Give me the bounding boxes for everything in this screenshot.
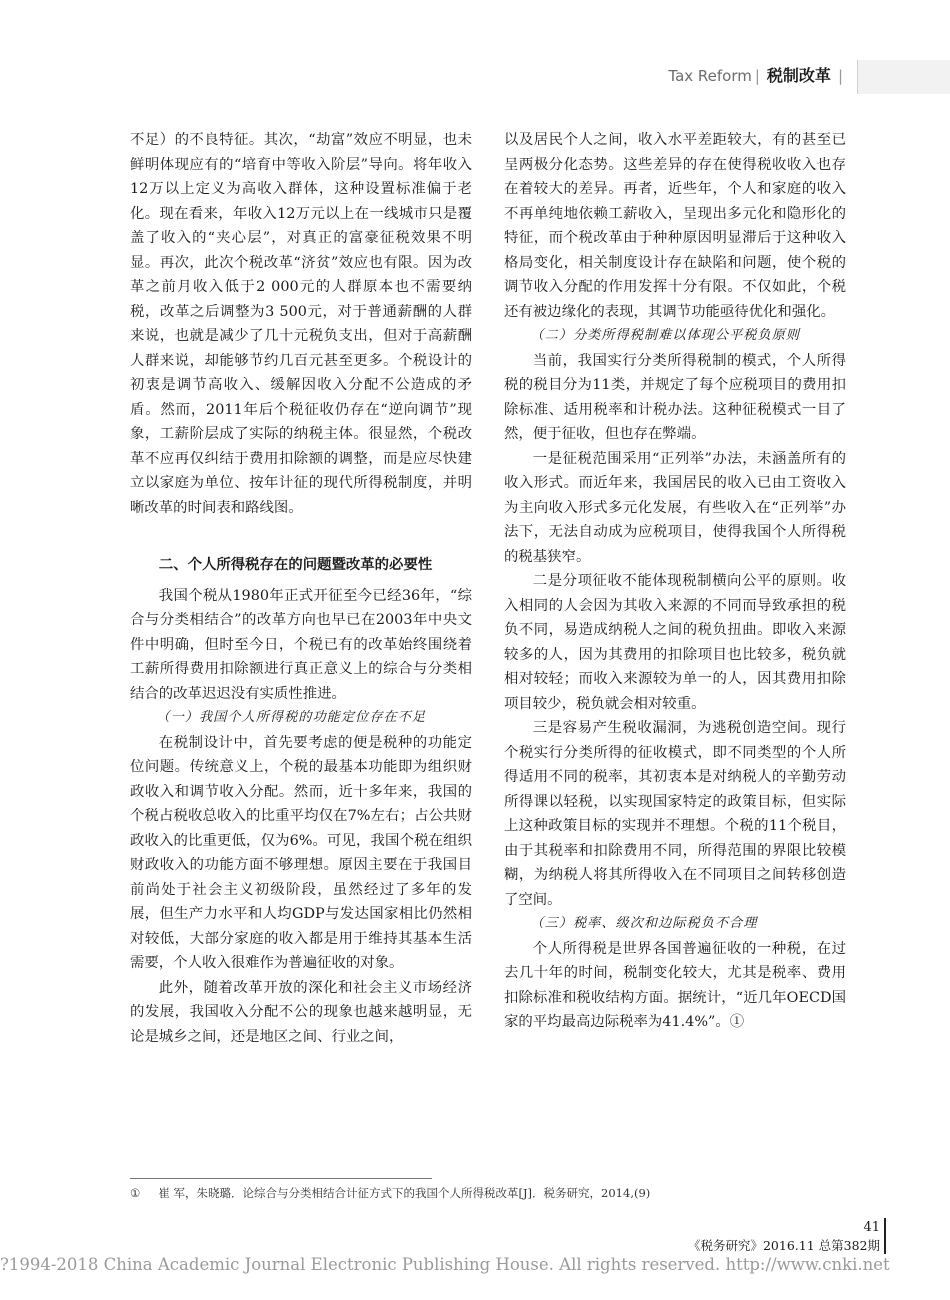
footnote-mark: ① bbox=[130, 1186, 141, 1200]
paragraph: 当前，我国实行分类所得税制的模式，个人所得税的税目分为11类，并规定了每个应税项目的费用扣除标准、适用税率和计税办法。这种征税模式一目了然，便于征收，但也存在弊端。 bbox=[504, 352, 846, 442]
header-chinese: 税制改革 bbox=[766, 66, 831, 85]
paragraph: 在税制设计中，首先要考虑的便是税种的功能定位问题。传统意义上，个税的最基本功能即为组织财政收入和调节收入分配。然而，近十多年来，我国的个税占税收总收入的比重平均仅在7%左右；占公共财政收入的比重更低，仅为6%。可见，我国个税在组织财政收入的功能方面不够理想。原因主要在于我国目前尚处于社会主义初级阶段，虽然经过了多年的发展，但生产力水平和人均GDP与发达国家相比仍然相对较低，大部分家庭的收入都是用于维持其基本生活需要，个人收入很难作为普遍征收的对象。 bbox=[130, 734, 472, 971]
journal-issue-line: 《税务研究》2016.11 总第382期 bbox=[687, 1238, 880, 1253]
paragraph: 个人所得税是世界各国普遍征收的一种税，在过去几十年的时间，税制变化较大，尤其是税率、费用扣除标准和税收结构方面。据统计，“近几年OECD国家的平均最高边际税率为41.4%”。① bbox=[504, 940, 846, 1030]
header-divider: | bbox=[754, 67, 760, 85]
paragraph: 此外，随着改革开放的深化和社会主义市场经济的发展，我国收入分配不公的现象也越来越明显，无论是城乡之间，还是地区之间、行业之间， bbox=[130, 979, 472, 1045]
paragraph: 一是征税范围采用“正列举”办法，未涵盖所有的收入形式。而近年来，我国居民的收入已由工资收入为主向收入形式多元化发展，有些收入在“正列举”办法下，无法自动成为应税项目，使得我国个人所得税的税基狭窄。 bbox=[504, 450, 846, 565]
page-number: 41 bbox=[863, 1220, 880, 1235]
paragraph: 我国个税从1980年正式开征至今已经36年，“综合与分类相结合”的改革方向也早已在2003年中央文件中明确，但时至今日，个税已有的改革始终围绕着工薪所得费用扣除额进行真正意义上的综合与分类相结合的改革迟迟没有实质性推进。 bbox=[130, 587, 472, 702]
subsection-title: （一）我国个人所得税的功能定位存在不足 bbox=[156, 710, 426, 725]
header-english: Tax Reform bbox=[668, 67, 752, 85]
footnote-text: 崔 军，朱晓璐．论综合与分类相结合计征方式下的我国个人所得税改革[J]．税务研究，2014,(9) bbox=[158, 1186, 651, 1200]
paragraph: 三是容易产生税收漏洞，为逃税创造空间。现行个税实行分类所得的征收模式，即不同类型的个人所得适用不同的税率，其初衷本是对纳税人的辛勤劳动所得课以轻税，以实现国家特定的政策目标，但实际上这种政策目标的实现并不理想。个税的11个税目，由于其税率和扣除费用不同，所得范围的界限比较模糊，为纳税人将其所得收入在不同项目之间转移创造了空间。 bbox=[504, 720, 846, 908]
copyright-watermark: ?1994-2018 China Academic Journal Electronic Publishing House. All rights reserved. http://www.cnki.net bbox=[0, 1255, 890, 1274]
header-divider-right: | bbox=[837, 67, 843, 85]
footnote bbox=[130, 1184, 850, 1202]
subsection-title: （三）税率、级次和边际税负不合理 bbox=[530, 916, 758, 931]
footnote-rule bbox=[130, 1178, 432, 1179]
right-column bbox=[504, 128, 846, 1035]
paragraph: 以及居民个人之间，收入水平差距较大，有的甚至已呈两极分化态势。这些差异的存在使得税收收入也存在着较大的差异。再者，近些年，个人和家庭的收入不再单纯地依赖工薪收入，呈现出多元化和隐形化的特征，而个税改革由于种种原因明显滞后于这种收入格局变化，相关制度设计存在缺陷和问题，使个税的调节收入分配的作用发挥十分有限。不仅如此，个税还有被边缘化的表现，其调节功能亟待优化和强化。 bbox=[504, 132, 846, 320]
paragraph: 不足）的不良特征。其次，“劫富”效应不明显，也未鲜明体现应有的“培育中等收入阶层”导向。将年收入12万以上定义为高收入群体，这种设置标准偏于老化。现在看来，年收入12万元以上在一线城市只是覆盖了收入的“夹心层”，对真正的富豪征税效果不明显。再次，此次个税改革“济贫”效应也有限。因为改革之前月收入低于2 000元的人群原本也不需要纳税，改革之后调整为3 500元，对于普通薪酬的人群来说，也就是减少了几十元税负支出，但对于高薪酬人群来说，却能够节约几百元甚至更多。个税设计的初衷是调节高收入、缓解因收入分配不公造成的矛盾。然而，2011年后个税征收仍存在“逆向调节”现象，工薪阶层成了实际的纳税主体。很显然，个税改革不应再仅纠结于费用扣除额的调整，而是应尽快建立以家庭为单位、按年计征的现代所得税制度，并明晰改革的时间表和路线图。 bbox=[130, 132, 472, 516]
left-column bbox=[130, 128, 472, 1049]
footer-vertical-rule bbox=[884, 1218, 886, 1254]
running-header bbox=[668, 64, 850, 88]
section-title: 二、个人所得税存在的问题暨改革的必要性 bbox=[158, 557, 433, 573]
paragraph: 二是分项征收不能体现税制横向公平的原则。收入相同的人会因为其收入来源的不同而导致承担的税负不同，易造成纳税人之间的税负扭曲。即收入来源较多的人，因为其费用的扣除项目也比较多，税负就相对较轻；而收入来源较为单一的人，因其费用扣除项目较少，税负就会相对较重。 bbox=[504, 573, 846, 712]
header-tab-block bbox=[857, 60, 950, 94]
subsection-title: （二）分类所得税制难以体现公平税负原则 bbox=[530, 328, 800, 343]
